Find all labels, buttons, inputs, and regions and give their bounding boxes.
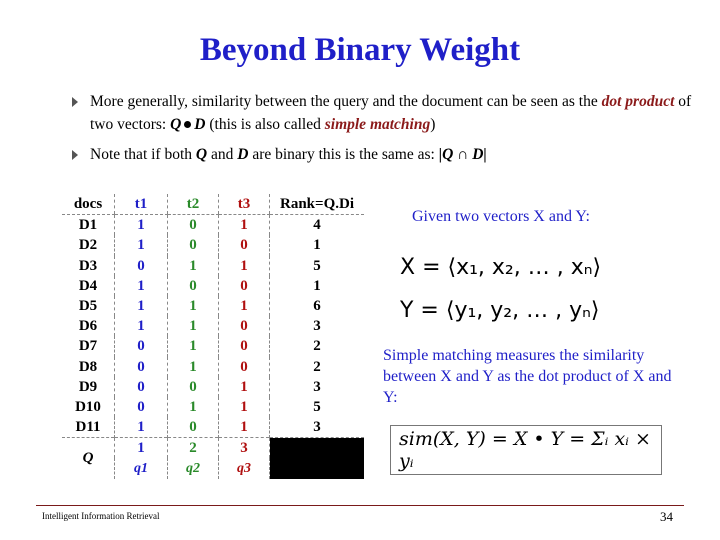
table-cell: t1 — [115, 194, 168, 215]
table-cell: 0 — [219, 276, 270, 296]
table-cell: 0 — [219, 235, 270, 255]
table-cell: 0 — [168, 215, 219, 236]
table-cell: 6 — [270, 296, 365, 316]
table-cell: 3 — [270, 417, 365, 438]
given-vectors-text: Given two vectors X and Y: — [412, 208, 590, 225]
table-cell: 0 — [168, 235, 219, 255]
table-cell: 1 — [115, 215, 168, 236]
table-cell: 1 — [219, 296, 270, 316]
bullet-2-text-b: are binary this is the same as: — [248, 146, 439, 163]
table-cell: D11 — [75, 419, 101, 436]
bullet-1-text-c: (this is also called — [205, 116, 325, 133]
table-cell: 1 — [168, 256, 219, 276]
table-cell: D8 — [78, 358, 98, 375]
table-row — [62, 215, 364, 236]
table-cell: t3 — [219, 194, 270, 215]
bullet-2-text-a: Note that if both — [90, 146, 196, 163]
table-cell: t2 — [168, 194, 219, 215]
table-cell: 0 — [168, 417, 219, 438]
table-cell: 0 — [115, 336, 168, 356]
table-cell: 0 — [115, 256, 168, 276]
table-cell: 1 — [168, 296, 219, 316]
table-cell: 0 — [115, 397, 168, 417]
table-cell: 1 — [115, 276, 168, 296]
query-term-label: q1 — [115, 458, 168, 478]
table-cell: 1 — [270, 235, 365, 255]
table-row — [62, 276, 364, 296]
sim-formula-box — [390, 425, 662, 475]
table-cell: 1 — [115, 296, 168, 316]
var-q: Q — [195, 146, 208, 163]
query-cell: 1 — [115, 438, 168, 459]
query-cell: Q — [62, 438, 115, 479]
query-cell: 3 — [219, 438, 270, 459]
table-cell: 1 — [168, 357, 219, 377]
table-cell: D2 — [78, 237, 98, 254]
table-cell: 0 — [219, 357, 270, 377]
table-row — [62, 296, 364, 316]
table-cell: docs — [62, 194, 115, 215]
bullet-1-text-b: of two vectors: — [90, 93, 692, 133]
table-cell: 0 — [168, 276, 219, 296]
var-d: D — [194, 116, 206, 133]
table-cell: 3 — [270, 377, 365, 397]
table-cell: D6 — [78, 318, 98, 335]
table-cell: 0 — [115, 357, 168, 377]
table-cell: 1 — [219, 256, 270, 276]
slide-title: Beyond Binary Weight — [199, 32, 521, 68]
bullet-1-text-d: ) — [430, 116, 436, 133]
query-cell: 2 — [168, 438, 219, 459]
table-row — [62, 256, 364, 276]
bullet-arrow-icon — [72, 150, 78, 160]
table-cell: D4 — [78, 277, 98, 294]
table-cell: 2 — [270, 336, 365, 356]
x-vector-equation: X = ⟨x₁, x₂, … , xₙ⟩ — [400, 255, 602, 280]
table-cell: 0 — [115, 377, 168, 397]
page-number: 34 — [660, 509, 673, 524]
table-cell: 1 — [219, 417, 270, 438]
table-row — [62, 336, 364, 356]
table-row — [62, 397, 364, 417]
var-d: D — [237, 146, 249, 163]
footer-course-title: Intelligent Information Retrieval — [42, 511, 160, 521]
table-cell: 1 — [115, 316, 168, 336]
table-cell: 5 — [270, 397, 365, 417]
table-cell: D3 — [78, 257, 98, 274]
table-row — [62, 357, 364, 377]
footer-divider — [36, 505, 684, 506]
query-row — [62, 438, 364, 459]
bullet-1-text-a: More generally, similarity between the query and the document can be seen as the — [90, 93, 598, 110]
table-cell: 1 — [219, 397, 270, 417]
black-fill-cell — [270, 438, 365, 479]
table-row — [62, 377, 364, 397]
table-cell: 0 — [168, 377, 219, 397]
table-cell: D1 — [78, 217, 98, 234]
table-cell: 1 — [168, 336, 219, 356]
y-vector-equation: Y = ⟨y₁, y₂, … , yₙ⟩ — [400, 298, 600, 323]
table-row — [62, 417, 364, 438]
table-cell: 1 — [115, 417, 168, 438]
query-term-label: q2 — [168, 458, 219, 478]
table-cell: 0 — [219, 336, 270, 356]
table-header-row — [62, 194, 364, 215]
table-cell: D5 — [78, 298, 98, 315]
table-cell: D7 — [78, 338, 98, 355]
bullet-2 — [74, 143, 704, 166]
table-cell: 0 — [219, 316, 270, 336]
table-cell: 1 — [219, 215, 270, 236]
table-cell: 5 — [270, 256, 365, 276]
table-cell: Rank=Q.Di — [270, 194, 365, 215]
document-term-table — [62, 194, 364, 479]
simple-matching-text: Simple matching measures the similarity between X and Y as the dot product of X and Y: — [383, 347, 672, 406]
table-cell: D10 — [75, 398, 101, 415]
intersection-expr: |Q ∩ D| — [438, 146, 487, 163]
table-cell: 1 — [270, 276, 365, 296]
sim-formula: sim(X, Y) = X • Y = Σᵢ xᵢ × yᵢ — [399, 428, 651, 472]
bullet-1 — [74, 90, 704, 136]
dot-operator-icon — [184, 121, 191, 128]
table-row — [62, 316, 364, 336]
table-cell: 3 — [270, 316, 365, 336]
table-cell: D9 — [78, 378, 98, 395]
table-cell: 2 — [270, 357, 365, 377]
bullet-arrow-icon — [72, 97, 78, 107]
table-cell: 4 — [270, 215, 365, 236]
term-dot-product: dot product — [601, 93, 675, 110]
table-cell: 1 — [168, 316, 219, 336]
var-q: Q — [170, 116, 182, 133]
table-cell: 1 — [115, 235, 168, 255]
table-cell: 1 — [219, 377, 270, 397]
query-term-label: q3 — [219, 458, 270, 478]
bullet-2-and: and — [207, 146, 238, 163]
table-row — [62, 235, 364, 255]
table-cell: 1 — [168, 397, 219, 417]
term-simple-matching: simple matching — [324, 116, 431, 133]
